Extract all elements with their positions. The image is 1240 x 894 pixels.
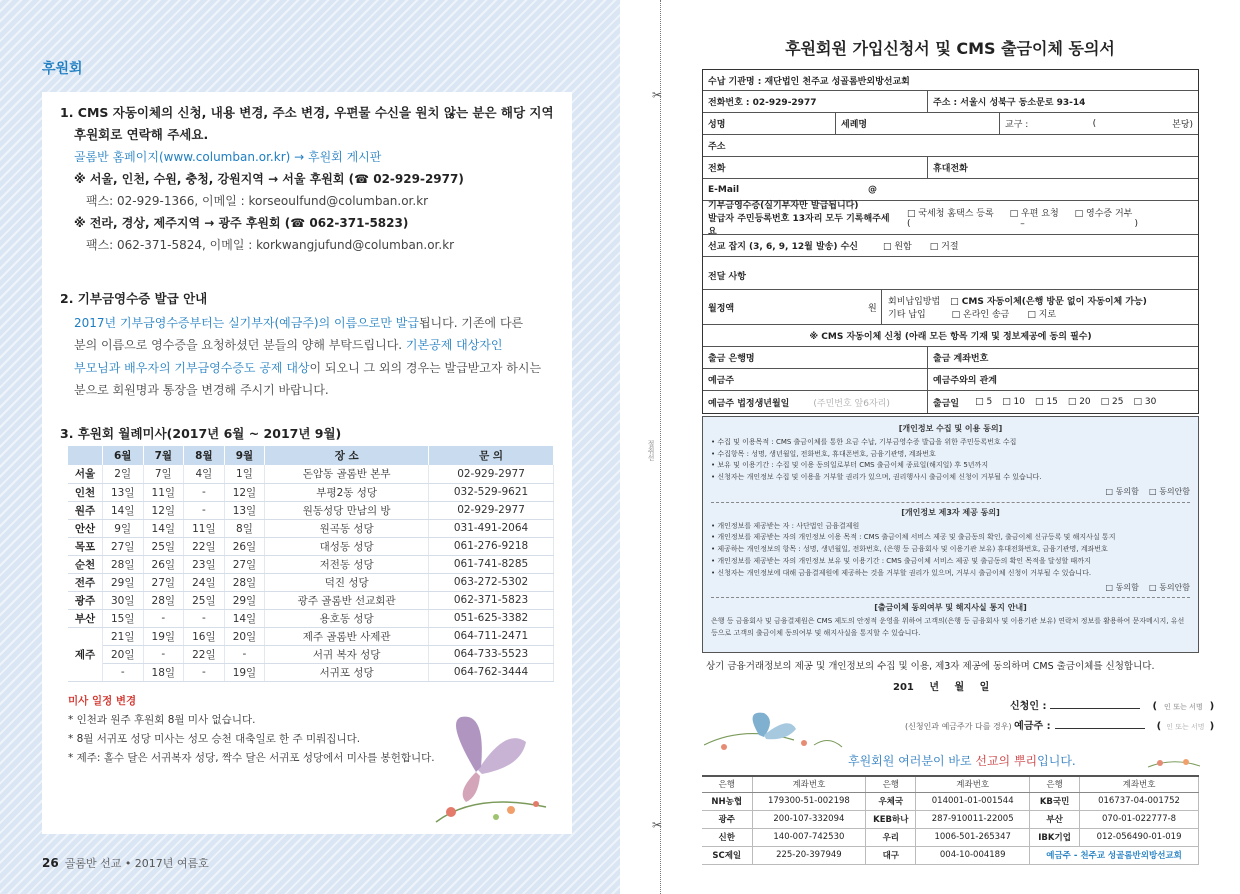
slogan-highlight: 선교의 뿌리 [975,754,1038,768]
mass-cell: 부평2동 성당 [265,483,429,501]
mass-cell: 27일 [102,537,143,555]
mass-heading: 3. 후원회 월례미사(2017년 6월 ~ 2017년 9월) [60,426,342,441]
mass-cell: 서귀 복자 성당 [265,645,429,663]
cut-line-label: 절취선 [647,440,655,461]
mass-cell: 9일 [102,519,143,537]
giro-checkbox[interactable]: □ 지로 [1027,310,1057,320]
account-holder-note: 예금주 - 천주교 성골롬반외방선교회 [1030,846,1199,864]
holder-field[interactable]: 예금주 [708,376,735,386]
method-label-1: 회비납입방법 [888,297,941,307]
table-row [702,828,1199,846]
parish-field[interactable] [999,113,1198,134]
butterfly-flower-illustration [416,712,556,827]
mass-cell: 19일 [224,663,265,681]
tel-field[interactable]: 전화 [708,164,726,174]
phone-number: 전화번호 : 02-929-2977 [708,98,817,108]
mobile-field[interactable]: 휴대전화 [927,157,1198,178]
mass-cell: 27일 [143,573,184,591]
bank-col-header: 은행 [702,776,752,792]
mass-cell: 064-762-3444 [429,663,554,681]
name-field[interactable]: 성명 [708,120,726,130]
bank-name: 신한 [702,828,752,846]
day-10-checkbox[interactable]: □ 10 [1002,397,1026,407]
application-form [702,69,1199,414]
contact-heading-1: 1. CMS 자동이체의 신청, 내용 변경, 주소 변경, 우편물 수신을 원치 않는 분은 해당 지역 [60,105,554,120]
agree-checkbox[interactable]: □ 동의함 [1105,486,1139,496]
bank-name: 우체국 [866,792,916,810]
holder-sign-label: 예금주 : [1014,721,1051,732]
mass-cell: 26일 [224,537,265,555]
payment-method [881,290,1198,324]
receipt-text-4: 분으로 회원명과 통장을 변경해 주시기 바랍니다. [74,383,329,397]
table-row [68,483,554,501]
holder-signature[interactable]: (신청인과 예금주가 다를 경우) 예금주 : ( 인 또는 서명 ) [905,721,1215,732]
mass-city: 제주 [68,627,102,681]
magazine-name: 골롬반 선교 • 2017년 여름호 [64,857,209,870]
mass-cell: 14일 [102,501,143,519]
date-field[interactable]: 201 년 월 일 [893,682,990,693]
cut-line [660,0,661,894]
disagree-checkbox[interactable]: □ 동의안함 [1148,486,1190,496]
scissors-icon: ✂ [652,818,663,832]
magazine-yes-checkbox[interactable]: □ 원함 [883,242,912,252]
day-5-checkbox[interactable]: □ 5 [975,397,993,407]
seoul-contact: ※ 서울, 인천, 수원, 충청, 강원지역 → 서울 후원회 (☎ 02-929-2977) [74,172,464,186]
scissors-icon: ✂ [652,88,663,102]
section-title: 후원회 [42,61,83,77]
mass-cell: 저전동 성당 [265,555,429,573]
privacy-item: • 신청자는 개인정보에 대해 금융결제원에 제공하는 것을 거부할 권리가 있으며, 거부시 출금이체 신청이 거부될 수 있습니다. [711,568,1092,577]
note-item: * 인천과 원주 후원회 8월 미사 없습니다. [68,714,256,726]
mass-cell: 064-711-2471 [429,627,554,645]
bank-name: SC제일 [702,846,752,864]
notes-heading: 미사 일정 변경 [68,695,137,707]
mass-schedule-table [68,446,554,682]
receipt-post-checkbox[interactable]: □ 우편 요청 [1009,209,1059,219]
mass-cell: 8일 [224,519,265,537]
mass-cell: 28일 [224,573,265,591]
receipt-highlight-2: 기본공제 대상자인 [405,338,503,352]
day-15-checkbox[interactable]: □ 15 [1035,397,1058,407]
baptism-field[interactable]: 세례명 [835,113,999,134]
mass-cell: - [143,609,184,627]
email-at: @ [868,184,877,195]
mass-cell: 20일 [102,645,143,663]
mass-cell: 13일 [224,501,265,519]
mass-col-header: 9월 [224,446,265,465]
table-row [68,537,554,555]
receipt-heading: 2. 기부금영수증 발급 안내 [60,291,208,306]
mass-cell: 25일 [184,591,225,609]
parish-label: 교구 : [1005,120,1029,130]
day-25-checkbox[interactable]: □ 25 [1100,397,1124,407]
mass-col-header: 8월 [184,446,225,465]
mass-city: 부산 [68,609,102,627]
agreement-statement: 상기 금융거래정보의 제공 및 개인정보의 수집 및 이용, 제3자 제공에 동의하며 CMS 출금이체를 신청합니다. [706,661,1155,672]
mass-cell: 11일 [143,483,184,501]
receipt-label [703,201,903,237]
ssn-paren-close: ) [1134,219,1138,229]
mass-cell: 031-491-2064 [429,519,554,537]
gwangju-fax-email: 팩스: 062-371-5824, 이메일 : korkwangjufund@columban.or.kr [86,238,455,252]
account-number-field[interactable]: 출금 계좌번호 [927,347,1198,368]
dob-label: 예금주 법정생년월일 [708,398,790,409]
mass-cell: 1일 [224,465,265,483]
mass-city: 안산 [68,519,102,537]
mass-cell: - [102,663,143,681]
bank-account: 179300-51-002198 [752,792,866,810]
bank-name: KB국민 [1030,792,1080,810]
mass-cell: 대성동 성당 [265,537,429,555]
flower-decoration [1148,752,1200,772]
parish-paren: ( [1092,118,1097,129]
bank-col-header: 계좌번호 [916,776,1030,792]
slogan [848,752,1076,769]
table-row [68,573,554,591]
mass-cell: 29일 [224,591,265,609]
receipt-text-2: 분의 이름으로 영수증을 요청하셨던 분들의 양해 부탁드립니다. [74,338,406,352]
table-row [68,465,554,483]
privacy-heading-2: [개인정보 제3자 제공 동의] [901,507,1000,517]
receipt-label-2: 발급자 주민등록번호 13자리 모두 기록해주세요 [708,214,890,237]
applicant-signature[interactable]: 신청인 : ( 인 또는 서명 ) [1010,701,1215,712]
mass-city: 전주 [68,573,102,591]
mass-cell: 제주 골롬반 사제관 [265,627,429,645]
magazine-label: 선교 잡지 (3, 6, 9, 12월 발송) 수신 [708,242,858,252]
mass-cell: 032-529-9621 [429,483,554,501]
privacy-item: • 제공하는 개인정보의 항목 : 성명, 생년월일, 전화번호, (은행 등 금융회사 및 이용기관 보유) 휴대전화번호, 금융기관명, 계좌번호 [711,545,1108,554]
mass-cell: 12일 [224,483,265,501]
receipt-highlight-1: 2017년 기부금영수증부터는 실기부자(예금주)의 이름으로만 발급 [74,315,419,330]
bank-account: 004-10-004189 [916,846,1030,864]
seoul-fax-email: 팩스: 02-929-1366, 이메일 : korseoulfund@columban.or.kr [86,194,429,208]
mass-city: 목포 [68,537,102,555]
privacy-item: • 개인정보를 제공받는 자의 개인정보 이용 목적 : CMS 출금이체 서비스 제공 및 출금동의 확인, 출금이체 신규등록 및 해지사실 통지 [711,533,1116,542]
divider [711,502,1190,503]
bank-name: 부산 [1030,810,1080,828]
mass-cell: - [184,501,225,519]
receipt-hometax-checkbox[interactable]: □ 국세청 홈택스 등록 [907,209,994,219]
note-item: * 8월 서귀포 성당 미사는 성모 승천 대축일로 한 주 미뤄집니다. [68,733,361,745]
form-title: 후원회원 가입신청서 및 CMS 출금이체 동의서 [785,39,1115,58]
bank-name: 대구 [866,846,916,864]
bank-name: IBK기업 [1030,828,1080,846]
mass-cell: 28일 [143,591,184,609]
won-unit: 원 [868,303,877,314]
mass-cell: 062-371-5823 [429,591,554,609]
mass-cell: 02-929-2977 [429,465,554,483]
receipt-highlight-3: 부모님과 배우자의 기부금영수증도 공제 대상 [74,360,310,375]
table-row [68,609,554,627]
online-checkbox[interactable]: □ 온라인 송금 [951,310,1010,320]
mass-cell: 063-272-5302 [429,573,554,591]
mass-cell: - [184,483,225,501]
mass-cell: 26일 [143,555,184,573]
mass-cell: 2일 [102,465,143,483]
bank-accounts-table [702,775,1199,865]
mass-cell: 064-733-5523 [429,645,554,663]
mass-cell: 16일 [184,627,225,645]
table-row [68,645,554,663]
bank-account: 014001-01-001544 [916,792,1030,810]
bank-col-header: 계좌번호 [752,776,866,792]
mass-cell: 15일 [102,609,143,627]
mass-cell: 02-929-2977 [429,501,554,519]
holder-relation-field[interactable]: 예금주와의 관계 [927,369,1198,390]
slogan-part-1: 후원회원 여러분이 바로 [848,754,976,768]
dob-hint: (주민번호 앞6자리) [813,398,890,409]
mass-cell: 14일 [143,519,184,537]
mass-col-header: 문 의 [429,446,554,465]
receipt-text-1: 됩니다. 기존에 다른 [418,315,524,330]
privacy-heading-3: [출금이체 동의여부 및 해지사실 통지 안내] [874,603,1027,613]
privacy-consent-box [702,416,1199,653]
mass-city: 서울 [68,465,102,483]
parish-suffix: 본당) [1172,120,1193,130]
withdrawal-day [927,391,1198,413]
page-number: 26 [42,856,59,870]
section-receipt [60,288,560,402]
table-row [68,591,554,609]
contact-heading-2: 후원회로 연락해 주세요. [74,127,209,142]
mass-cell: 광주 골롬반 선교회관 [265,591,429,609]
mass-cell: 18일 [143,663,184,681]
page-footer [42,855,209,871]
mass-cell: 돈암동 골롬반 본부 [265,465,429,483]
table-row [68,501,554,519]
magazine-no-checkbox[interactable]: □ 거절 [929,242,959,252]
applicant-label: 신청인 : [1010,701,1047,712]
mass-cell: - [224,645,265,663]
receipt-label-1: 기부금영수증(실기부자만 발급됩니다) [708,201,859,211]
cms-note: ※ CMS 자동이체 신청 (아래 모든 항목 기재 및 정보제공에 동의 필수) [703,325,1198,347]
ssn-dash: – [1020,219,1025,229]
mass-cell: 061-276-9218 [429,537,554,555]
bank-account: 287-910011-22005 [916,810,1030,828]
privacy-item: • 보유 및 이용기간 : 수집 및 이용 동의일로부터 CMS 출금이체 종료일(해지일) 후 5년까지 [711,461,989,470]
schedule-notes [68,692,435,768]
ssn-input[interactable] [907,219,1198,229]
mass-col-header: 6월 [102,446,143,465]
mass-city: 원주 [68,501,102,519]
dob-field[interactable] [703,391,927,413]
mass-cell: 29일 [102,573,143,591]
address-field[interactable]: 주소 [708,142,726,152]
mass-cell: 21일 [102,627,143,645]
privacy-heading-1: [개인정보 수집 및 이용 동의] [898,424,1003,433]
notification-text: 은행 등 금융회사 및 금융결제원은 CMS 제도의 안정적 운영을 위하여 고객의(은행 등 금융회사 및 이용기관 보유) 연락처 정보를 활용하여 문자메시지, 유선 등으로 고객의 출금이체 동의여부 및 해지사실을 통지할 수 있습니다. [711,617,1185,637]
signature-line [1050,708,1140,709]
gwangju-contact: ※ 전라, 경상, 제주지역 → 광주 후원회 (☎ 062-371-5823) [74,216,409,230]
butterfly-illustration [704,705,844,777]
mass-cell: 27일 [224,555,265,573]
office-address: 주소 : 서울시 성북구 동소문로 93-14 [927,91,1198,112]
mass-cell: 19일 [143,627,184,645]
note-item: * 제주: 홀수 달은 서귀복자 성당, 짝수 달은 서귀포 성당에서 미사를 봉헌합니다. [68,752,435,764]
cms-checkbox[interactable]: □ CMS 자동이체(은행 방문 없이 자동이체 가능) [950,297,1147,307]
bank-name: 광주 [702,810,752,828]
mass-col-header: 장 소 [265,446,429,465]
holder-note: (신청인과 예금주가 다를 경우) [905,722,1012,731]
mass-cell: 덕진 성당 [265,573,429,591]
mass-col-header [68,446,102,465]
slogan-part-2: 입니다. [1037,754,1076,768]
mass-cell: - [184,609,225,627]
mass-cell: 30일 [102,591,143,609]
mass-cell: 28일 [102,555,143,573]
privacy-item: • 신청자는 개인정보 수집 및 이용을 거부할 권리가 있으며, 권리행사시 출금이체 신청이 거부될 수 있습니다. [711,473,1042,482]
bank-account: 225-20-397949 [752,846,866,864]
receipt-text-3: 이 되오니 그 외의 경우는 발급받고자 하시는 [309,360,542,375]
mass-cell: 원곡동 성당 [265,519,429,537]
privacy-item: • 수집항목 : 성명, 생년월일, 전화번호, 휴대폰번호, 금융기관명, 계좌번호 [711,449,936,458]
bank-name: KEB하나 [866,810,916,828]
mass-cell: - [143,645,184,663]
mass-cell: 051-625-3382 [429,609,554,627]
divider [711,597,1190,598]
bank-account: 1006-501-265347 [916,828,1030,846]
bank-name: NH농협 [702,792,752,810]
mass-cell: 서귀포 성당 [265,663,429,681]
mass-cell: 061-741-8285 [429,555,554,573]
privacy-item: • 개인정보를 제공받는 자의 개인정보 보유 및 이용기간 : CMS 출금이체 서비스 제공 및 출금동의 확인 목적을 달성할 때까지 [711,556,1091,565]
table-row [68,555,554,573]
mass-city: 순천 [68,555,102,573]
table-row [702,792,1199,810]
privacy-item: • 수집 및 이용목적 : CMS 출금이체를 통한 요금 수납, 기부금영수증 발급을 위한 주민등록번호 수집 [711,437,1017,446]
mass-cell: 용호동 성당 [265,609,429,627]
day-20-checkbox[interactable]: □ 20 [1067,397,1091,407]
sign-hint: 인 또는 서명 [1166,723,1205,731]
sign-hint: 인 또는 서명 [1164,703,1203,711]
table-row [68,519,554,537]
bank-name-field[interactable]: 출금 은행명 [708,354,755,364]
mass-cell: 24일 [184,573,225,591]
table-row [68,627,554,645]
method-label-2: 기타 납입 [888,310,926,320]
table-row [702,810,1199,828]
homepage-link[interactable]: 골롬반 홈페이지(www.columban.or.kr) → 후원회 게시판 [74,150,382,164]
receipt-options [903,206,1198,229]
monthly-amount-field[interactable]: 월정액 [708,303,735,314]
mass-cell: 23일 [184,555,225,573]
bank-name: 우리 [866,828,916,846]
table-row [702,846,1199,864]
mass-cell: 25일 [143,537,184,555]
mass-city: 인천 [68,483,102,501]
bank-account: 140-007-742530 [752,828,866,846]
table-row [68,663,554,681]
receipt-body [60,312,560,402]
mass-city: 광주 [68,591,102,609]
mass-cell: 20일 [224,627,265,645]
bank-account: 012-056490-01-019 [1080,828,1199,846]
bank-col-header: 은행 [1030,776,1080,792]
day-30-checkbox[interactable]: □ 30 [1133,397,1157,407]
memo-field[interactable]: 전달 사항 [708,271,746,282]
section-contact [60,102,560,256]
signature-line [1055,728,1145,729]
bank-account: 070-01-022777-8 [1080,810,1199,828]
agree-checkbox[interactable]: □ 동의함 [1105,582,1139,592]
mass-cell: 14일 [224,609,265,627]
ssn-paren-open: ( [907,219,911,229]
mass-cell: 22일 [184,537,225,555]
day-label: 출금일 [933,398,960,409]
disagree-checkbox[interactable]: □ 동의안함 [1148,582,1190,592]
email-field[interactable]: E-Mail [708,184,740,195]
mass-cell: 4일 [184,465,225,483]
bank-account: 200-107-332094 [752,810,866,828]
mass-cell: 13일 [102,483,143,501]
privacy-item: • 개인정보를 제공받는 자 : 사단법인 금융결제원 [711,521,860,530]
mass-cell: 7일 [143,465,184,483]
mass-cell: 원동성당 만남의 방 [265,501,429,519]
mass-col-header: 7월 [143,446,184,465]
bank-col-header: 계좌번호 [1080,776,1199,792]
mass-cell: 12일 [143,501,184,519]
receipt-refuse-checkbox[interactable]: □ 영수증 거부 [1074,209,1133,219]
mass-cell: - [184,663,225,681]
bank-account: 016737-04-001752 [1080,792,1199,810]
institution-name: 수납 기관명 : 재단법인 천주교 성골롬반외방선교회 [708,76,910,87]
bank-col-header: 은행 [866,776,916,792]
mass-cell: 11일 [184,519,225,537]
mass-cell: 22일 [184,645,225,663]
